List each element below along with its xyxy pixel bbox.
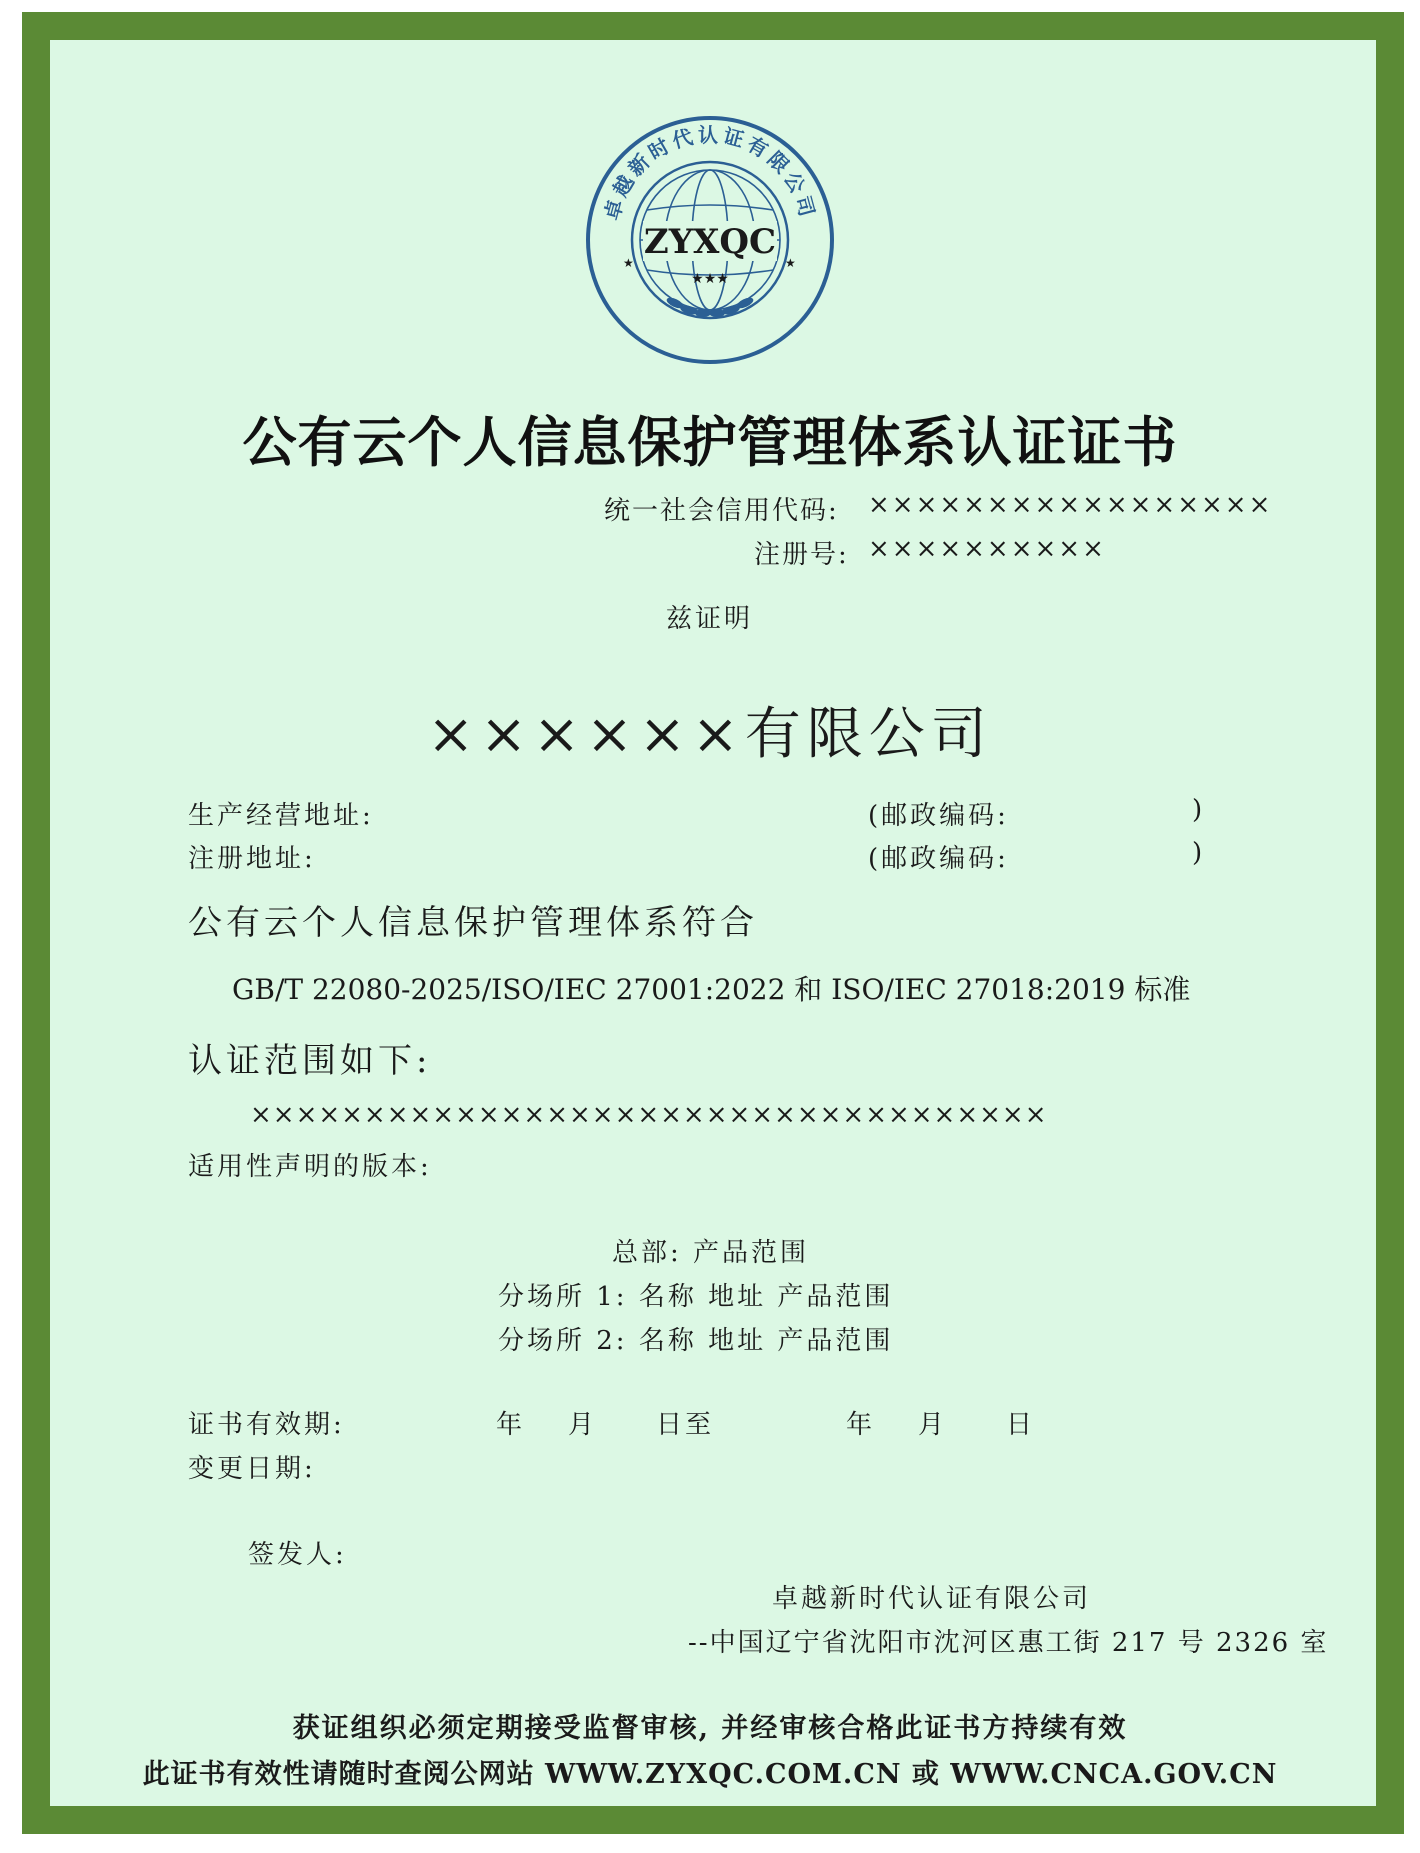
registered-postal-close: ) bbox=[1192, 838, 1206, 868]
site2-line: 分场所 2: 名称 地址 产品范围 bbox=[498, 1326, 894, 1356]
validity-end-day: 日 bbox=[1006, 1410, 1036, 1440]
production-address-label: 生产经营地址: bbox=[188, 801, 374, 831]
standards-line: GB/T 22080-2025/ISO/IEC 27001:2022 和 ISO/IEC 27018:2019 标准 bbox=[232, 973, 1191, 1006]
registered-address-label: 注册地址: bbox=[188, 844, 316, 874]
validity-start-year: 年 bbox=[496, 1410, 526, 1440]
registration-value: ×××××××××× bbox=[868, 534, 1106, 564]
scope-value: ××××××××××××××××××××××××××××××××××× bbox=[250, 1100, 1048, 1130]
seal-ring-text: 卓越新时代认证有限公司 bbox=[599, 122, 821, 223]
issuer-address: --中国辽宁省沈阳市沈河区惠工街 217 号 2326 室 bbox=[688, 1628, 1329, 1658]
validity-start-day: 日至 bbox=[656, 1410, 715, 1440]
change-date-label: 变更日期: bbox=[188, 1454, 316, 1484]
certificate-title: 公有云个人信息保护管理体系认证证书 bbox=[242, 411, 1178, 474]
seal-center-text: ZYXQC bbox=[643, 222, 777, 262]
footer-validity-notice: 获证组织必须定期接受监督审核, 并经审核合格此证书方持续有效 bbox=[292, 1713, 1128, 1744]
validity-label: 证书有效期: bbox=[188, 1410, 345, 1440]
seal-stars: ★★★ bbox=[691, 271, 729, 287]
hq-line: 总部: 产品范围 bbox=[612, 1238, 810, 1268]
footer-verification-notice: 此证书有效性请随时查阅公网站 WWW.ZYXQC.COM.CN 或 WWW.CNCA.GOV.CN bbox=[142, 1759, 1278, 1790]
credit-code-label: 统一社会信用代码: bbox=[604, 496, 839, 526]
validity-start-month: 月 bbox=[568, 1410, 598, 1440]
issuer-label: 签发人: bbox=[248, 1540, 347, 1570]
registered-postal-label: (邮政编码: bbox=[868, 844, 1009, 874]
credit-code-value: ××××××××××××××××× bbox=[868, 490, 1273, 520]
site1-line: 分场所 1: 名称 地址 产品范围 bbox=[498, 1282, 894, 1312]
seal-left-star-icon: ★ bbox=[623, 256, 634, 270]
validity-end-month: 月 bbox=[918, 1410, 948, 1440]
hereby-certify: 兹证明 bbox=[666, 604, 754, 634]
production-postal-close: ) bbox=[1192, 795, 1206, 825]
production-postal-label: (邮政编码: bbox=[868, 801, 1009, 831]
certification-seal bbox=[585, 115, 835, 365]
soa-version-label: 适用性声明的版本: bbox=[188, 1152, 432, 1182]
company-name: ××××××有限公司 bbox=[427, 702, 993, 767]
seal-right-star-icon: ★ bbox=[785, 256, 796, 270]
issuer-organization: 卓越新时代认证有限公司 bbox=[772, 1584, 1092, 1614]
validity-end-year: 年 bbox=[846, 1410, 876, 1440]
scope-heading: 认证范围如下: bbox=[188, 1041, 432, 1081]
conformity-statement: 公有云个人信息保护管理体系符合 bbox=[188, 903, 758, 943]
laurel-icon bbox=[665, 296, 755, 317]
registration-label: 注册号: bbox=[754, 540, 849, 570]
